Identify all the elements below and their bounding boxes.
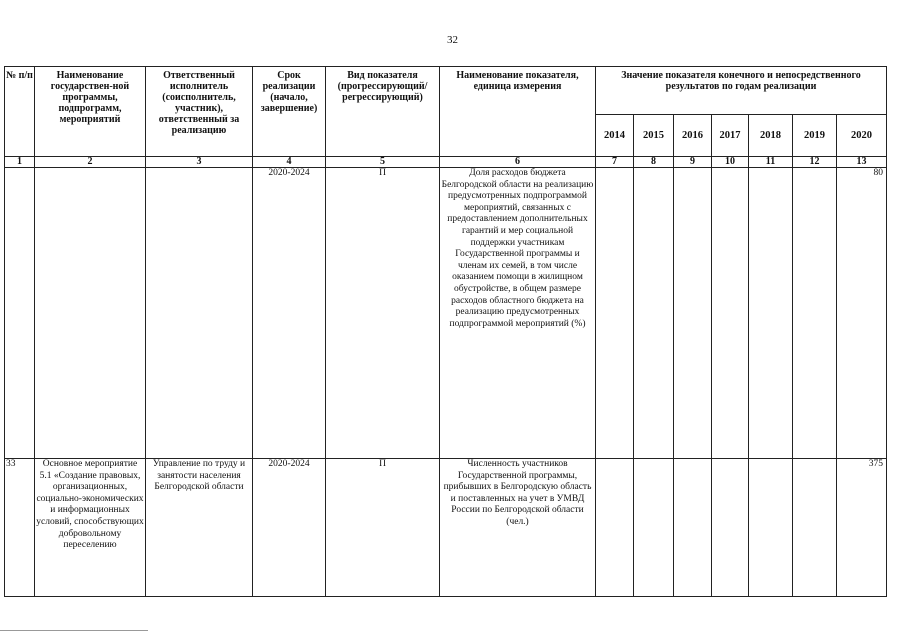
indicators-table: [4, 66, 887, 597]
row-value: [793, 459, 837, 597]
column-number: 6: [440, 157, 596, 168]
row-responsible: [146, 168, 253, 459]
row-value: [674, 168, 712, 459]
column-number: 7: [596, 157, 634, 168]
row-indicator-name: Численность участников Государственной программы, прибывших в Белгородскую область и поставленных на учет в УМВД России по Белгородской области (чел.): [440, 459, 596, 597]
column-number: 13: [837, 157, 887, 168]
row-value: [596, 459, 634, 597]
row-value: [712, 168, 749, 459]
year-cell: 2018: [749, 115, 793, 157]
column-number: 1: [5, 157, 35, 168]
header-indicator-kind: Вид показателя (прогрессирующий/ регрессирующий): [326, 67, 440, 157]
row-value: [793, 168, 837, 459]
row-period: 2020-2024: [253, 168, 326, 459]
column-number: 12: [793, 157, 837, 168]
table-row: [5, 168, 887, 459]
page-edge-line: [0, 630, 148, 631]
row-program-name: Основное мероприятие 5.1 «Создание правовых, организационных, социально-экономических и информационных условий, способствующих добровольному переселению: [35, 459, 146, 597]
column-number: 2: [35, 157, 146, 168]
year-cell: 2016: [674, 115, 712, 157]
year-cell: 2017: [712, 115, 749, 157]
row-number: [5, 168, 35, 459]
row-indicator-kind: П: [326, 459, 440, 597]
row-indicator-kind: П: [326, 168, 440, 459]
row-period: 2020-2024: [253, 459, 326, 597]
year-cell: 2015: [634, 115, 674, 157]
row-value: [634, 168, 674, 459]
column-numbers-row: [5, 157, 887, 168]
row-value: [634, 459, 674, 597]
column-number: 5: [326, 157, 440, 168]
header-period: Срок реализации (начало, завершение): [253, 67, 326, 157]
header-program-name: Наименование государствен-ной программы, подпрограмм, мероприятий: [35, 67, 146, 157]
row-value: [749, 459, 793, 597]
row-value: [749, 168, 793, 459]
column-number: 10: [712, 157, 749, 168]
year-cell: 2019: [793, 115, 837, 157]
row-value: [712, 459, 749, 597]
column-number: 4: [253, 157, 326, 168]
row-indicator-name: Доля расходов бюджета Белгородской области на реализацию предусмотренных подпрограммой мероприятий, связанных с предоставлением дополнительных гарантий и мер социальной поддержки участникам Государственной программы и членам их семей, в том числе оказанием помощи в жилищном обустройстве, в общем размере расходов областного бюджета на реализацию предусмотренных подпрограммой мероприятий (%): [440, 168, 596, 459]
row-value: [674, 459, 712, 597]
row-value: 80: [837, 168, 887, 459]
column-number: 9: [674, 157, 712, 168]
row-program-name: [35, 168, 146, 459]
column-number: 3: [146, 157, 253, 168]
header-number: № п/п: [5, 67, 35, 157]
row-value: [596, 168, 634, 459]
row-number: 33: [5, 459, 35, 597]
header-row: [5, 67, 887, 115]
year-cell: 2020: [837, 115, 887, 157]
column-number: 8: [634, 157, 674, 168]
row-value: 375: [837, 459, 887, 597]
page-number: 32: [447, 34, 458, 46]
year-cell: 2014: [596, 115, 634, 157]
row-responsible: Управление по труду и занятости населения Белгородской области: [146, 459, 253, 597]
header-indicator-name: Наименование показателя, единица измерения: [440, 67, 596, 157]
header-responsible: Ответственный исполнитель (соисполнитель, участник), ответственный за реализацию: [146, 67, 253, 157]
column-number: 11: [749, 157, 793, 168]
header-values-group: Значение показателя конечного и непосредственного результатов по годам реализации: [596, 67, 887, 115]
table-row: [5, 459, 887, 597]
